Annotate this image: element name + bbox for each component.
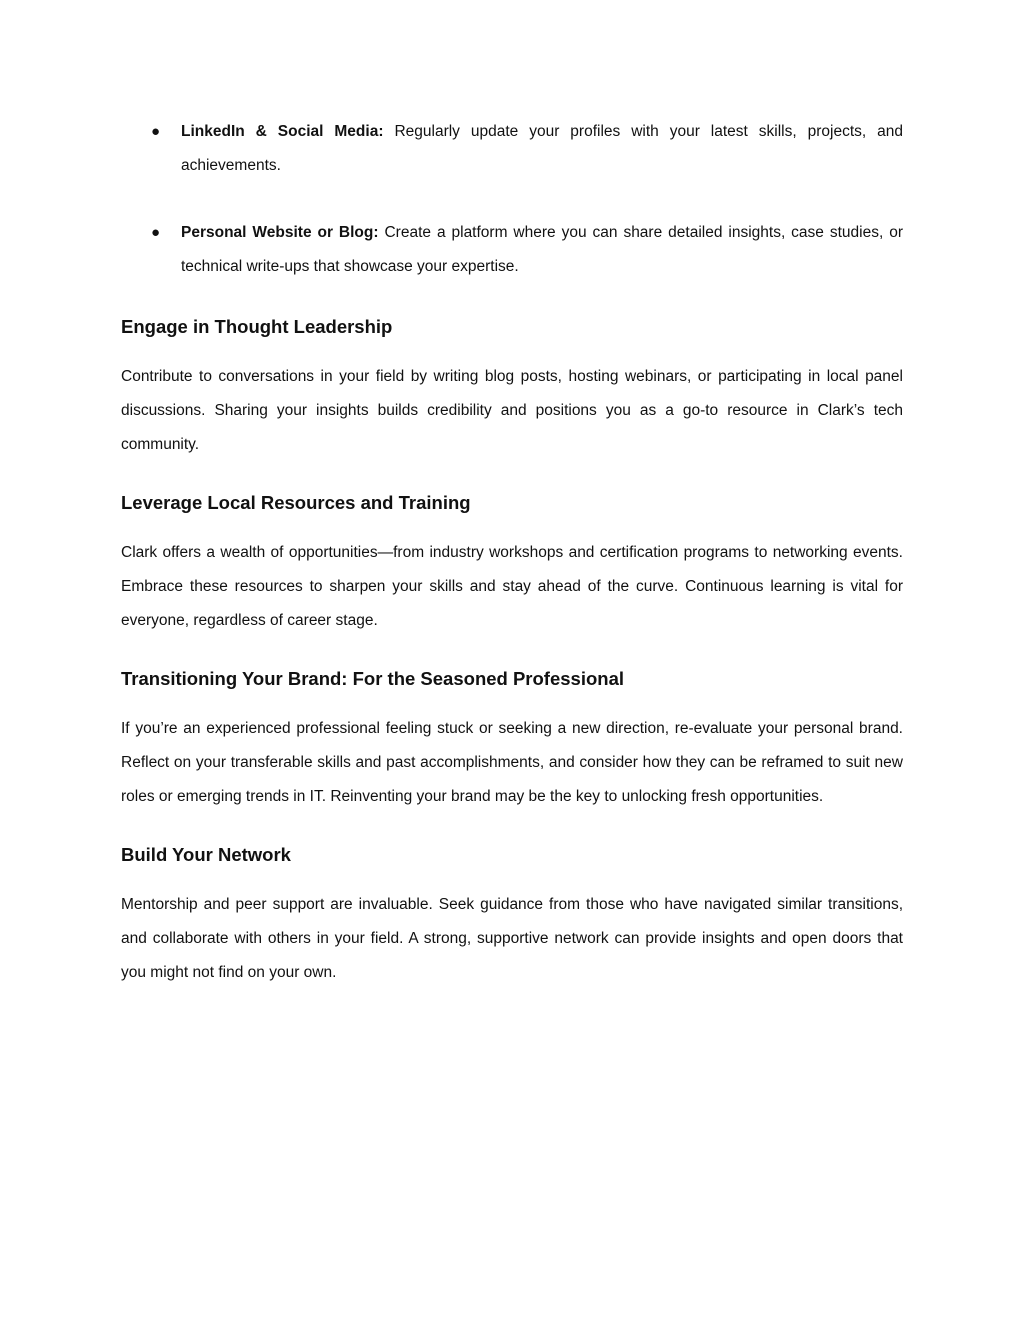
paragraph-transitioning-brand: If you’re an experienced professional feeling stuck or seeking a new direction, re-evaluate your personal brand. Reflect on your transferable skills and past accomplishments, and consider how they can be reframed to suit new roles or emerging trends in IT. Reinventing your brand may be the key to unlocking fresh opportunities.: [121, 720, 903, 805]
bullet-term: LinkedIn & Social Media:: [181, 123, 384, 140]
heading-local-resources: Leverage Local Resources and Training: [121, 492, 471, 513]
document-content: [121, 115, 903, 1014]
bullet-text: Create a platform where you can share detailed insights, case studies, or technical write-ups that showcase your expertise.: [181, 224, 903, 275]
bullet-item-website: [121, 216, 903, 284]
heading-thought-leadership: Engage in Thought Leadership: [121, 316, 393, 337]
bullet-term: Personal Website or Blog:: [181, 224, 379, 241]
bullet-dot-icon: ●: [151, 224, 161, 241]
bullet-text: Regularly update your profiles with your latest skills, projects, and achievements.: [181, 123, 904, 174]
bullet-item-linkedin: [121, 115, 903, 183]
bullet-dot-icon: ●: [151, 123, 161, 140]
heading-build-network: Build Your Network: [121, 844, 291, 865]
bullet-list: [121, 115, 903, 284]
paragraph-build-network: Mentorship and peer support are invaluable. Seek guidance from those who have navigated similar transitions, and collaborate with others in your field. A strong, supportive network can provide insights and open doors that you might not find on your own.: [121, 896, 903, 981]
heading-transitioning-brand: Transitioning Your Brand: For the Seasoned Professional: [121, 668, 625, 689]
paragraph-thought-leadership: Contribute to conversations in your field by writing blog posts, hosting webinars, or participating in local panel discussions. Sharing your insights builds credibility and positions you as a go-to resource in Clark’s tech community.: [121, 368, 903, 453]
paragraph-local-resources: Clark offers a wealth of opportunities—from industry workshops and certification programs to networking events. Embrace these resources to sharpen your skills and stay ahead of the curve. Continuous learning is vital for everyone, regardless of career stage.: [121, 544, 903, 629]
